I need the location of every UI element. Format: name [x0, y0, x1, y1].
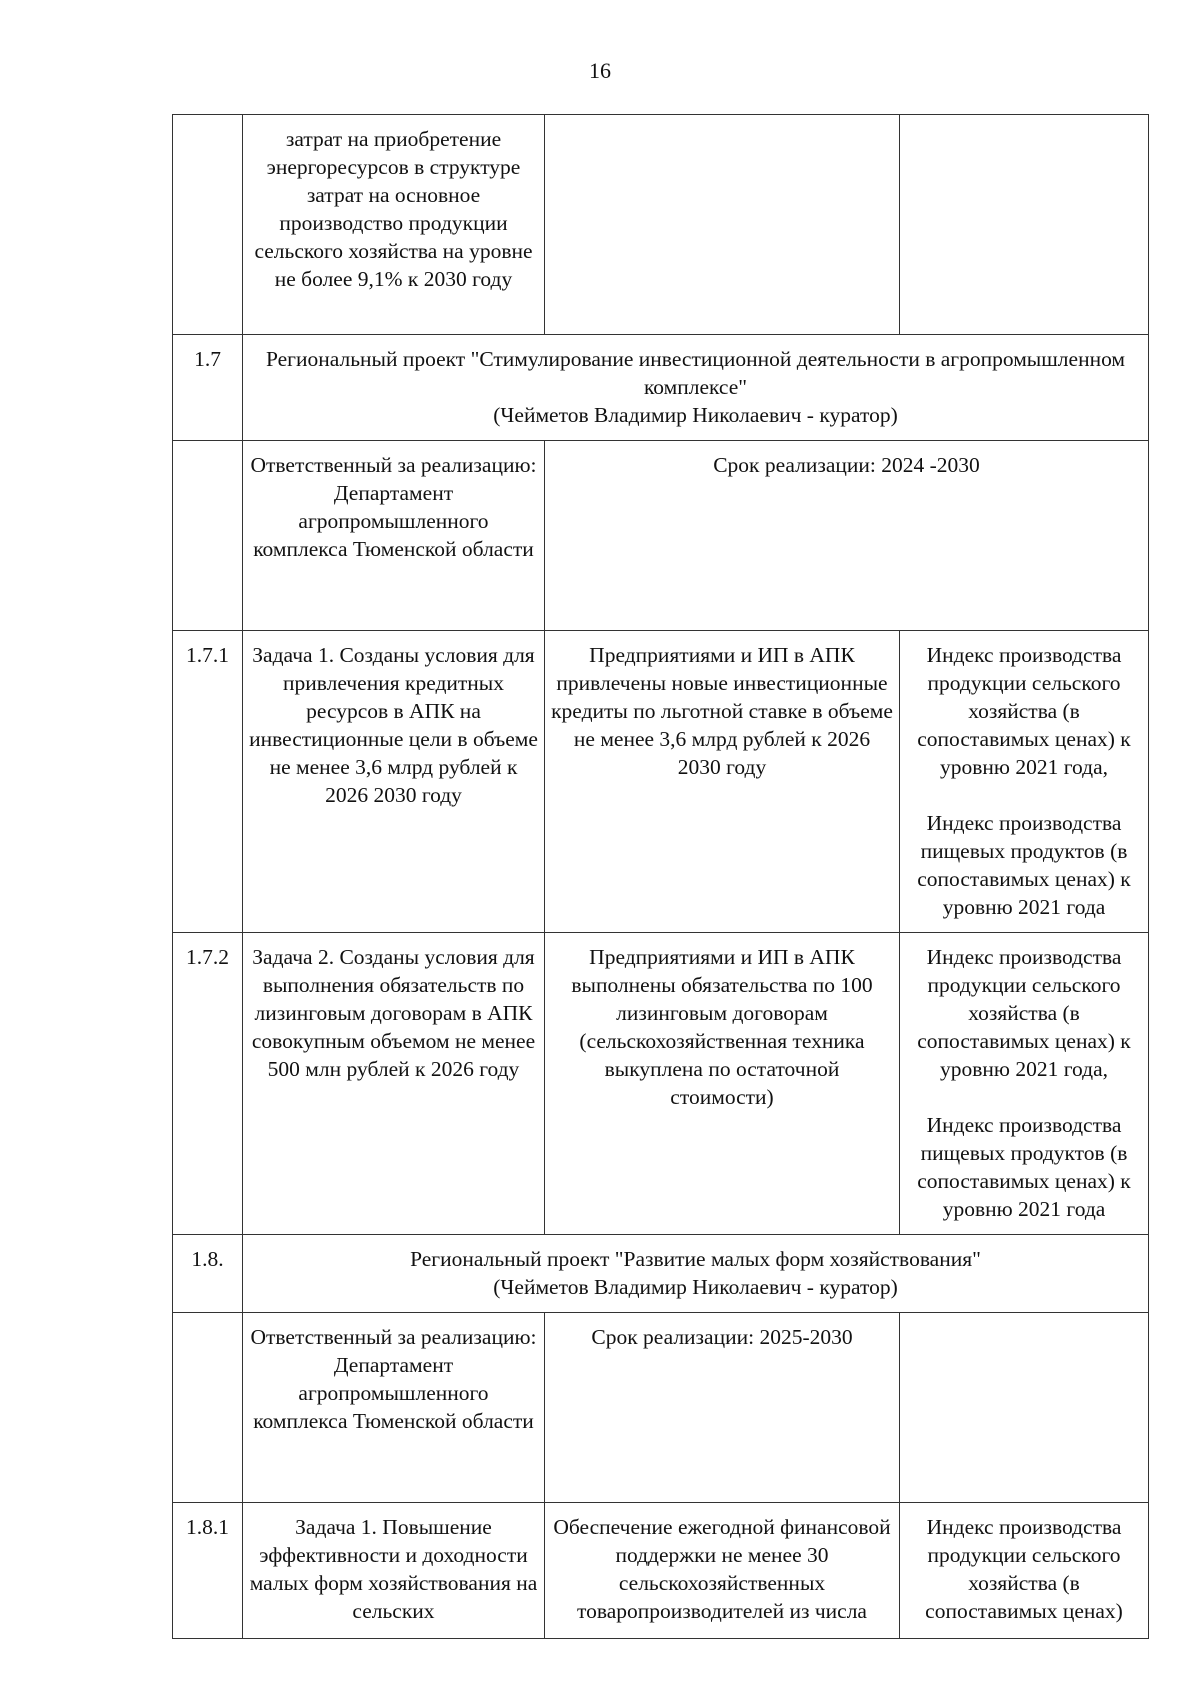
project-title-cell [243, 1235, 1149, 1313]
responsible-cell: Ответственный за реализацию: Департамент агропромышленного комплекса Тюменской области [243, 441, 545, 631]
task-cell: затрат на приобретение энергоресурсов в структуре затрат на основное производство продукции сельского хозяйства на уровне не более 9,1% к 2030 году [243, 115, 545, 335]
row-number: 1.8.1 [173, 1503, 243, 1639]
row-number: 1.7.2 [173, 933, 243, 1235]
row-number: 1.8. [173, 1235, 243, 1313]
table-row [173, 631, 1149, 933]
row-number [173, 1313, 243, 1503]
table-row [173, 115, 1149, 335]
table-row [173, 441, 1149, 631]
program-table [172, 114, 1149, 1639]
indicator-text: Индекс производства продукции сельского хозяйства (в сопоставимых ценах) к уровню 2021 года, [917, 945, 1131, 1081]
indicator-cell [900, 115, 1149, 335]
project-curator: (Чейметов Владимир Николаевич - куратор) [493, 403, 898, 427]
result-cell [545, 115, 900, 335]
row-number [173, 115, 243, 335]
indicator-cell [900, 933, 1149, 1235]
project-title: Региональный проект "Стимулирование инвестиционной деятельности в агропромышленном комплексе" [265, 347, 1126, 399]
page-number: 16 [589, 58, 611, 83]
indicator-text: Индекс производства пищевых продуктов (в сопоставимых ценах) к уровню 2021 года [917, 1113, 1131, 1221]
project-title: Региональный проект "Развитие малых форм хозяйствования" [410, 1247, 981, 1271]
table-row [173, 1503, 1149, 1639]
result-cell: Предприятиями и ИП в АПК привлечены новые инвестиционные кредиты по льготной ставке в объеме не менее 3,6 млрд рублей к 2026 2030 году [545, 631, 900, 933]
project-header-row [173, 335, 1149, 441]
table-row [173, 933, 1149, 1235]
project-title-cell [243, 335, 1149, 441]
term-cell: Срок реализации: 2025-2030 [545, 1313, 900, 1503]
result-cell: Обеспечение ежегодной финансовой поддержки не менее 30 сельскохозяйственных товаропроизводителей из числа [545, 1503, 900, 1639]
task-cell: Задача 1. Повышение эффективности и доходности малых форм хозяйствования на сельских [243, 1503, 545, 1639]
indicator-cell: Индекс производства продукции сельского хозяйства (в сопоставимых ценах) [900, 1503, 1149, 1639]
term-cell: Срок реализации: 2024 -2030 [545, 441, 1149, 631]
project-header-row [173, 1235, 1149, 1313]
task-cell: Задача 2. Созданы условия для выполнения обязательств по лизинговым договорам в АПК совокупным объемом не менее 500 млн рублей к 2026 году [243, 933, 545, 1235]
responsible-cell: Ответственный за реализацию: Департамент агропромышленного комплекса Тюменской области [243, 1313, 545, 1503]
row-number [173, 441, 243, 631]
result-cell: Предприятиями и ИП в АПК выполнены обязательства по 100 лизинговым договорам (сельскохозяйственная техника выкуплена по остаточной стоимости) [545, 933, 900, 1235]
indicator-cell [900, 631, 1149, 933]
project-curator: (Чейметов Владимир Николаевич - куратор) [493, 1275, 898, 1299]
task-cell: Задача 1. Созданы условия для привлечения кредитных ресурсов в АПК на инвестиционные цели в объеме не менее 3,6 млрд рублей к 2026 2030 году [243, 631, 545, 933]
indicator-text: Индекс производства пищевых продуктов (в сопоставимых ценах) к уровню 2021 года [917, 811, 1131, 919]
row-number: 1.7 [173, 335, 243, 441]
row-number: 1.7.1 [173, 631, 243, 933]
indicator-text: Индекс производства продукции сельского хозяйства (в сопоставимых ценах) к уровню 2021 года, [917, 643, 1131, 779]
indicator-cell [900, 1313, 1149, 1503]
table-row [173, 1313, 1149, 1503]
